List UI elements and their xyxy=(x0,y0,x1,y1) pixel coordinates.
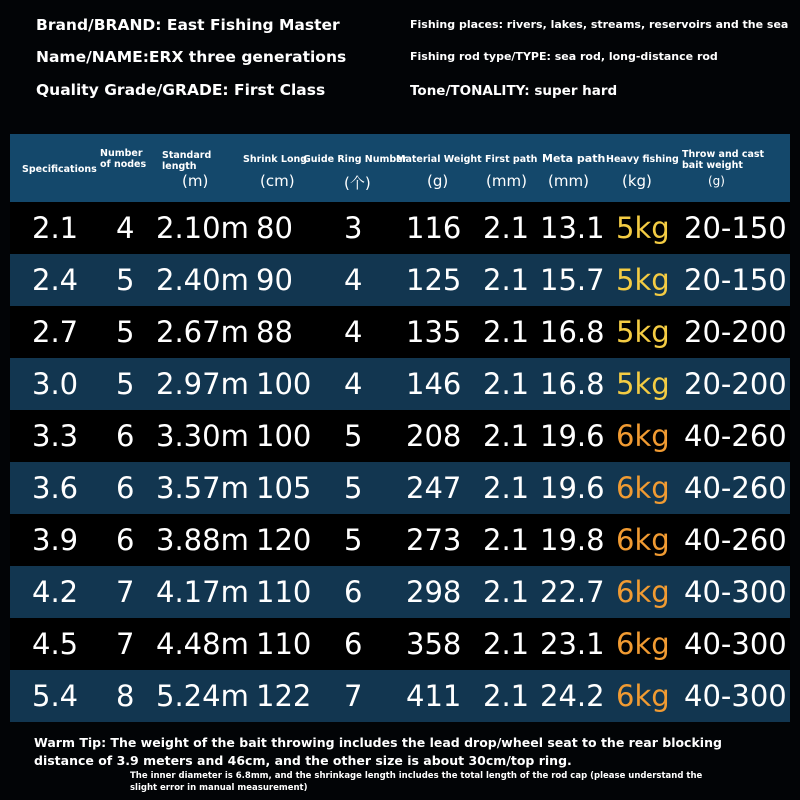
cell-heavy: 6kg xyxy=(616,679,670,713)
cell-length: 2.10m xyxy=(156,211,249,245)
cell-spec: 4.2 xyxy=(32,575,79,609)
header-length-unit: (m) xyxy=(182,172,209,190)
cell-length: 5.24m xyxy=(156,679,249,713)
cell-first: 2.1 xyxy=(483,523,530,557)
cell-meta: 23.1 xyxy=(540,627,605,661)
cell-meta: 22.7 xyxy=(540,575,605,609)
cell-heavy: 5kg xyxy=(616,263,670,297)
header-throw: Throw and cast bait weight xyxy=(682,149,765,171)
cell-rings: 5 xyxy=(344,471,363,505)
cell-meta: 13.1 xyxy=(540,211,605,245)
cell-length: 4.17m xyxy=(156,575,249,609)
cell-shrink: 120 xyxy=(256,523,312,557)
header-meta: Meta path xyxy=(542,152,606,165)
table-row xyxy=(10,202,790,254)
cell-weight: 208 xyxy=(406,419,462,453)
header-first-unit: (mm) xyxy=(486,172,527,190)
cell-heavy: 5kg xyxy=(616,367,670,401)
header-rings: Guide Ring Number xyxy=(303,154,408,165)
spec-table xyxy=(10,134,790,722)
header-heavy-unit: (kg) xyxy=(622,172,652,190)
cell-nodes: 5 xyxy=(116,367,135,401)
header-spec: Specifications xyxy=(22,164,97,175)
cell-first: 2.1 xyxy=(483,419,530,453)
cell-heavy: 6kg xyxy=(616,627,670,661)
cell-spec: 3.0 xyxy=(32,367,79,401)
cell-rings: 6 xyxy=(344,575,363,609)
header-rings-unit: (个) xyxy=(344,174,371,192)
cell-nodes: 5 xyxy=(116,263,135,297)
table-row xyxy=(10,618,790,670)
cell-shrink: 100 xyxy=(256,419,312,453)
cell-meta: 16.8 xyxy=(540,367,605,401)
cell-heavy: 6kg xyxy=(616,471,670,505)
cell-meta: 19.6 xyxy=(540,471,605,505)
cell-first: 2.1 xyxy=(483,679,530,713)
header-nodes: Number of nodes xyxy=(100,148,147,170)
cell-throw: 40-300 xyxy=(684,575,787,609)
cell-length: 3.30m xyxy=(156,419,249,453)
cell-length: 2.40m xyxy=(156,263,249,297)
header-shrink: Shrink Long xyxy=(243,154,308,165)
header-length: Standard length xyxy=(162,150,212,172)
cell-rings: 3 xyxy=(344,211,363,245)
cell-weight: 116 xyxy=(406,211,462,245)
cell-heavy: 6kg xyxy=(616,419,670,453)
cell-heavy: 6kg xyxy=(616,575,670,609)
cell-spec: 3.6 xyxy=(32,471,79,505)
cell-meta: 19.8 xyxy=(540,523,605,557)
cell-throw: 20-150 xyxy=(684,211,787,245)
cell-spec: 2.7 xyxy=(32,315,79,349)
cell-heavy: 5kg xyxy=(616,315,670,349)
table-row xyxy=(10,514,790,566)
type-text: Fishing rod type/TYPE: sea rod, long-distance rod xyxy=(410,50,718,63)
header-weight: Material Weight xyxy=(396,154,482,165)
cell-first: 2.1 xyxy=(483,471,530,505)
cell-spec: 2.4 xyxy=(32,263,79,297)
cell-first: 2.1 xyxy=(483,263,530,297)
cell-first: 2.1 xyxy=(483,575,530,609)
cell-weight: 135 xyxy=(406,315,462,349)
cell-spec: 3.9 xyxy=(32,523,79,557)
cell-shrink: 100 xyxy=(256,367,312,401)
header-weight-unit: (g) xyxy=(427,172,449,190)
cell-meta: 24.2 xyxy=(540,679,605,713)
cell-shrink: 90 xyxy=(256,263,293,297)
cell-length: 3.57m xyxy=(156,471,249,505)
cell-weight: 146 xyxy=(406,367,462,401)
grade-text: Quality Grade/GRADE: First Class xyxy=(36,81,326,99)
table-row xyxy=(10,566,790,618)
cell-shrink: 80 xyxy=(256,211,293,245)
cell-rings: 5 xyxy=(344,419,363,453)
table-row xyxy=(10,410,790,462)
cell-rings: 4 xyxy=(344,367,363,401)
cell-weight: 298 xyxy=(406,575,462,609)
tone-text: Tone/TONALITY: super hard xyxy=(410,83,618,99)
table-row xyxy=(10,670,790,722)
cell-nodes: 7 xyxy=(116,575,135,609)
cell-length: 4.48m xyxy=(156,627,249,661)
name-text: Name/NAME:ERX three generations xyxy=(36,48,347,66)
cell-throw: 20-200 xyxy=(684,367,787,401)
table-row xyxy=(10,306,790,358)
cell-weight: 247 xyxy=(406,471,462,505)
cell-nodes: 5 xyxy=(116,315,135,349)
cell-nodes: 7 xyxy=(116,627,135,661)
header-first: First path xyxy=(485,154,538,165)
cell-heavy: 6kg xyxy=(616,523,670,557)
cell-throw: 40-260 xyxy=(684,471,787,505)
cell-shrink: 105 xyxy=(256,471,312,505)
cell-weight: 125 xyxy=(406,263,462,297)
cell-throw: 40-260 xyxy=(684,523,787,557)
measurement-note: The inner diameter is 6.8mm, and the shrinkage length includes the total length of the rod cap (please understand the slight error in manual measurement) xyxy=(130,771,703,793)
cell-first: 2.1 xyxy=(483,367,530,401)
cell-nodes: 4 xyxy=(116,211,135,245)
cell-shrink: 88 xyxy=(256,315,293,349)
cell-first: 2.1 xyxy=(483,211,530,245)
cell-rings: 6 xyxy=(344,627,363,661)
cell-nodes: 6 xyxy=(116,523,135,557)
cell-rings: 7 xyxy=(344,679,363,713)
table-row xyxy=(10,254,790,306)
cell-spec: 3.3 xyxy=(32,419,79,453)
cell-spec: 2.1 xyxy=(32,211,79,245)
table-row xyxy=(10,358,790,410)
cell-length: 2.97m xyxy=(156,367,249,401)
table-row xyxy=(10,462,790,514)
header-throw-unit: (g) xyxy=(708,174,725,188)
cell-rings: 4 xyxy=(344,315,363,349)
header-heavy: Heavy fishing xyxy=(606,154,679,165)
cell-throw: 40-260 xyxy=(684,419,787,453)
places-text: Fishing places: rivers, lakes, streams, reservoirs and the sea xyxy=(410,18,789,31)
cell-shrink: 122 xyxy=(256,679,312,713)
cell-throw: 20-150 xyxy=(684,263,787,297)
cell-shrink: 110 xyxy=(256,575,312,609)
cell-first: 2.1 xyxy=(483,627,530,661)
cell-rings: 5 xyxy=(344,523,363,557)
cell-meta: 16.8 xyxy=(540,315,605,349)
header-shrink-unit: (cm) xyxy=(260,172,295,190)
cell-throw: 40-300 xyxy=(684,627,787,661)
cell-length: 2.67m xyxy=(156,315,249,349)
warm-tip: Warm Tip: The weight of the bait throwing includes the lead drop/wheel seat to the rear blocking distance of 3.9 meters and 46cm, and the other size is about 30cm/top ring. xyxy=(34,735,722,768)
cell-throw: 20-200 xyxy=(684,315,787,349)
cell-first: 2.1 xyxy=(483,315,530,349)
cell-weight: 273 xyxy=(406,523,462,557)
cell-nodes: 8 xyxy=(116,679,135,713)
cell-nodes: 6 xyxy=(116,471,135,505)
cell-weight: 411 xyxy=(406,679,462,713)
cell-spec: 4.5 xyxy=(32,627,79,661)
brand-text: Brand/BRAND: East Fishing Master xyxy=(36,16,340,34)
cell-spec: 5.4 xyxy=(32,679,79,713)
cell-meta: 15.7 xyxy=(540,263,605,297)
cell-throw: 40-300 xyxy=(684,679,787,713)
cell-rings: 4 xyxy=(344,263,363,297)
cell-meta: 19.6 xyxy=(540,419,605,453)
cell-nodes: 6 xyxy=(116,419,135,453)
cell-length: 3.88m xyxy=(156,523,249,557)
table-header xyxy=(10,134,790,202)
cell-weight: 358 xyxy=(406,627,462,661)
cell-heavy: 5kg xyxy=(616,211,670,245)
header-meta-unit: (mm) xyxy=(548,172,589,190)
cell-shrink: 110 xyxy=(256,627,312,661)
